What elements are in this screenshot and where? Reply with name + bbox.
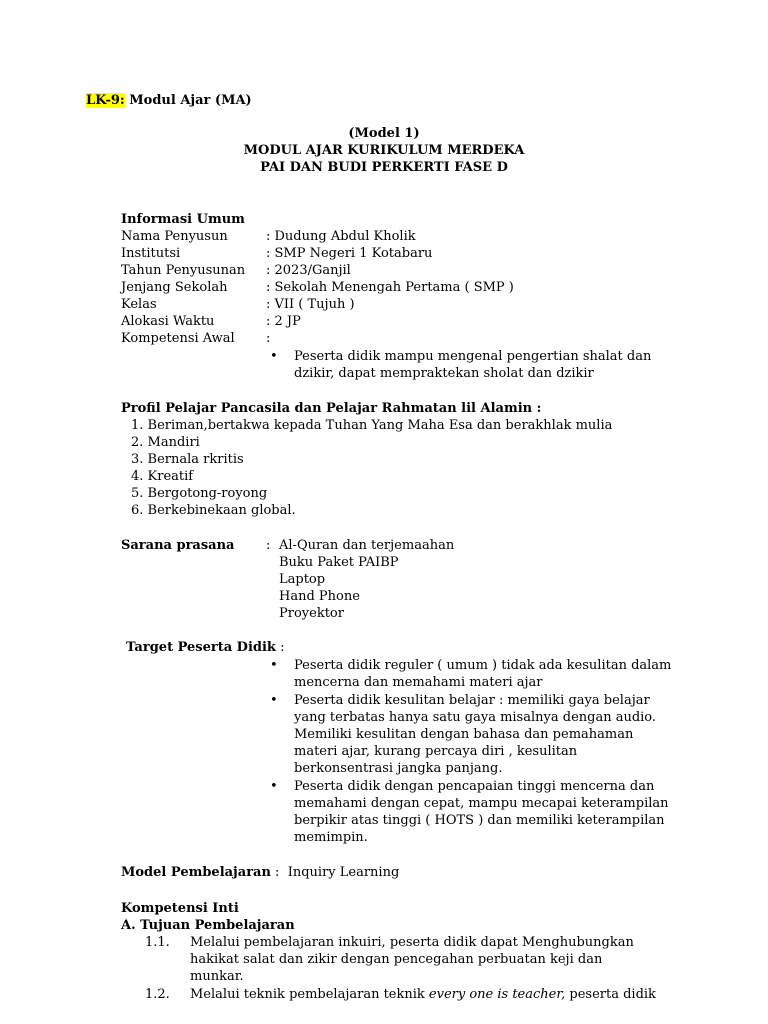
bullet-icon: •	[270, 693, 278, 708]
info-row	[121, 228, 416, 245]
info-key: Institutsi	[121, 246, 181, 261]
item-text-post: peserta didik	[565, 987, 656, 1002]
info-value: : Dudung Abdul Kholik	[266, 229, 416, 244]
profil-heading: Profil Pelajar Pancasila dan Pelajar Rahmatan lil Alamin :	[121, 401, 542, 416]
info-key: Kompetensi Awal	[121, 331, 235, 346]
inti-heading: Kompetensi Inti	[121, 901, 239, 916]
info-key: Alokasi Waktu	[121, 314, 215, 329]
model-row	[121, 864, 399, 881]
bullet-icon: •	[270, 779, 278, 794]
info-value: : 2 JP	[266, 314, 301, 329]
info-row	[121, 245, 432, 262]
sarana-colon: :	[266, 538, 271, 553]
sarana-item: Al-Quran dan terjemaahan	[279, 538, 455, 553]
lk-title: Modul Ajar (MA)	[124, 93, 252, 108]
model-value: Inquiry Learning	[287, 865, 400, 880]
sarana-item: Laptop	[279, 572, 326, 587]
item-text	[190, 986, 660, 1003]
info-value: :	[266, 331, 271, 346]
info-row	[121, 313, 301, 330]
info-key: Nama Penyusun	[121, 229, 228, 244]
lk-label: LK-9:	[86, 93, 125, 108]
document-subtitle: PAI DAN BUDI PERKERTI FASE D	[260, 160, 508, 175]
info-value: : 2023/Ganjil	[266, 263, 351, 278]
bullet-text: Peserta didik reguler ( umum ) tidak ada kesulitan dalam mencerna dan memahami materi ajar	[294, 658, 672, 690]
item-text: Melalui pembelajaran inkuiri, peserta didik dapat Menghubungkan hakikat salat dan zikir dengan pencegahan perbuatan keji dan munkar.	[190, 935, 634, 984]
item-number: 1.1.	[145, 935, 170, 950]
item-text-emphasis: every one is teacher,	[428, 987, 566, 1002]
model-label: Model Pembelajaran	[121, 865, 271, 880]
info-row	[121, 330, 270, 347]
bullet-text: Peserta didik dengan pencapaian tinggi mencerna dan memahami dengan cepat, mampu mecapai keterampilan berpikir atas tinggi ( HOTS ) dan memiliki keterampilan memimpin.	[294, 779, 669, 845]
list-item: 5. Bergotong-royong	[131, 486, 268, 501]
info-key: Jenjang Sekolah	[121, 280, 228, 295]
target-bullet	[270, 657, 686, 691]
info-value: : VII ( Tujuh )	[266, 297, 355, 312]
target-bullet	[270, 692, 662, 777]
lk-heading	[86, 92, 252, 109]
bullet-text: Peserta didik mampu mengenal pengertian shalat dan dzikir, dapat mempraktekan sholat dan dzikir	[294, 349, 652, 381]
model-label: (Model 1)	[348, 126, 420, 141]
item-number: 1.2.	[145, 987, 170, 1002]
bullet-icon: •	[270, 349, 278, 364]
sarana-label: Sarana prasana	[121, 538, 235, 553]
list-item: 4. Kreatif	[131, 469, 194, 484]
kompetensi-bullet	[270, 348, 670, 382]
list-item: 1. Beriman,bertakwa kepada Tuhan Yang Maha Esa dan berakhlak mulia	[131, 418, 613, 433]
sarana-item: Hand Phone	[279, 589, 360, 604]
info-row	[121, 296, 355, 313]
sarana-item: Buku Paket PAIBP	[279, 555, 399, 570]
target-heading	[126, 639, 284, 656]
info-heading: Informasi Umum	[121, 212, 245, 227]
bullet-icon: •	[270, 658, 278, 673]
info-value: : Sekolah Menengah Pertama ( SMP )	[266, 280, 514, 295]
document-title: MODUL AJAR KURIKULUM MERDEKA	[243, 143, 525, 158]
bullet-text: Peserta didik kesulitan belajar : memiliki gaya belajar yang terbatas hanya satu gaya misalnya dengan audio. Memiliki kesulitan dengan bahasa dan pemahaman materi ajar, kurang percaya diri , kesulitan berkonsentrasi jangka panjang.	[294, 693, 657, 776]
info-row	[121, 279, 514, 296]
model-colon: :	[270, 865, 280, 880]
target-bullet	[270, 778, 674, 846]
info-row	[121, 262, 351, 279]
list-item: 6. Berkebinekaan global.	[131, 503, 296, 518]
sarana-item: Proyektor	[279, 606, 344, 621]
info-key: Kelas	[121, 297, 157, 312]
info-value: : SMP Negeri 1 Kotabaru	[266, 246, 433, 261]
list-item: 2. Mandiri	[131, 435, 200, 450]
info-key: Tahun Penyusunan	[121, 263, 246, 278]
list-item: 3. Bernala rkritis	[131, 452, 244, 467]
target-colon: :	[275, 640, 285, 655]
section-a-heading: A. Tujuan Pembelajaran	[121, 918, 295, 933]
target-label: Target Peserta Didik	[126, 640, 276, 655]
item-text-pre: Melalui teknik pembelajaran teknik	[190, 987, 429, 1002]
